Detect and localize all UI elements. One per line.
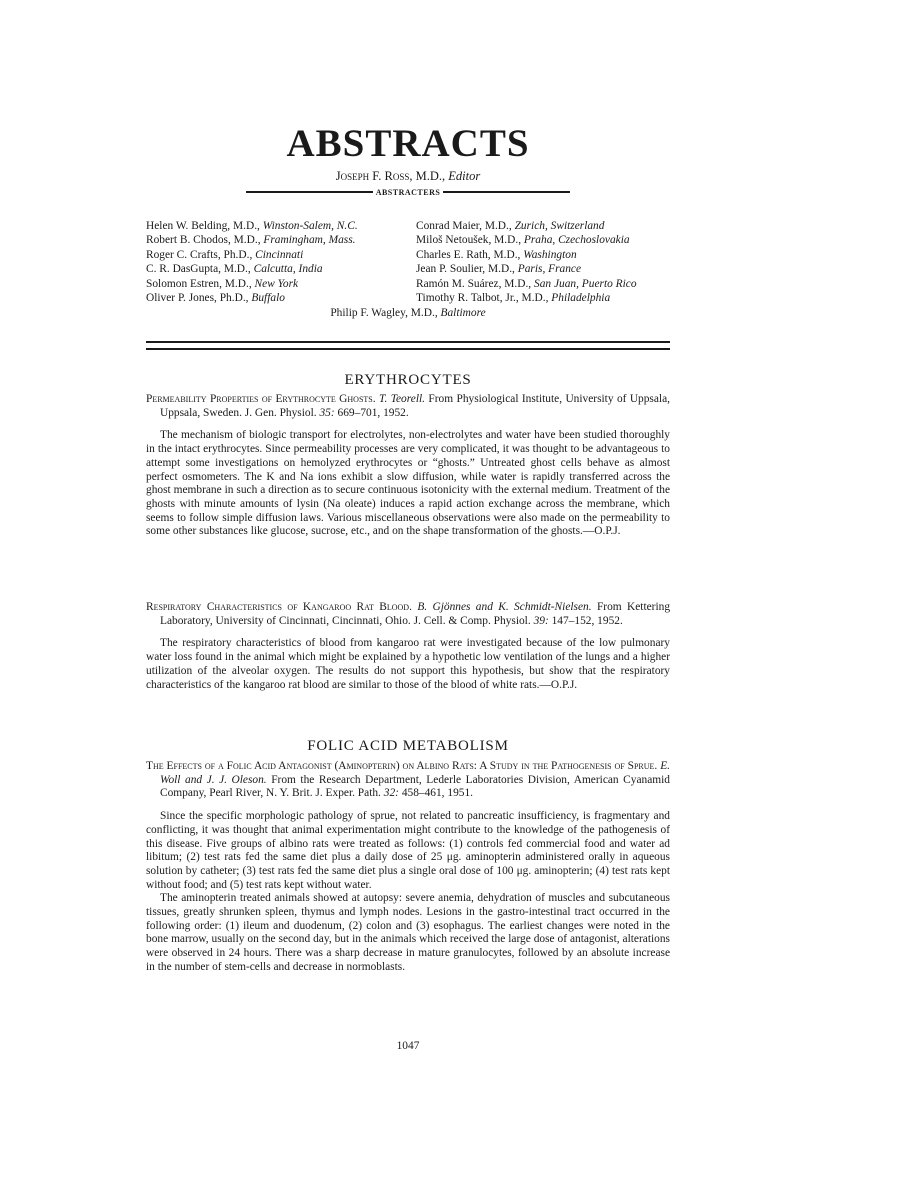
article-kangaroo-rat xyxy=(146,601,670,692)
article-body: Since the specific morphologic pathology of sprue, not related to pancreatic insufficiency, is fragmentary and conflicting, it was thought that animal experimentation might contribute to the knowledge of the pathogenesis of this disease. Five groups of albino rats were treated as follows: (1) controls fed commercial food and water ad libitum; (2) test rats fed the same diet plus a daily dose of 25 μg. aminopterin administered orally in aqueous solution by catheter; (3) test rats fed the same diet plus a single oral dose of 100 μg. aminopterin; (4) test rats kept without food; and (5) test rats kept without water. xyxy=(146,810,670,891)
article-citation: The Effects of a Folic Acid Antagonist (Aminopterin) on Albino Rats: A Study in the Pathogenesis of Sprue. E. Woll and J. J. Oleson. From the Research Department, Lederle Laboratories Division, American Cyanamid Company, Pearl River, N. Y. Brit. J. Exper. Path. 32: 458–461, 1951. xyxy=(146,760,670,800)
abstracters-list-left xyxy=(146,219,358,305)
abstracter-entry: Charles E. Rath, M.D., Washington xyxy=(416,248,577,261)
abstracter-entry: Solomon Estren, M.D., New York xyxy=(146,277,299,290)
article-body: The mechanism of biologic transport for electrolytes, non-electrolytes and water have been studied thoroughly in the intact erythrocytes. Since permeability processes are very complicated, it was thought to be advantageous to attempt some investigations on hemolyzed erythrocytes or “ghosts.” Untreated ghost cells behave as almost perfect osmometers. The K and Na ions exhibit a slow diffusion, while water is rapidly transferred across the ghost membrane in such a direction as to secure continuous isotonicity with the external medium. Treatment of the ghosts with minute amounts of lysin (Na oleate) induces a rapid action exchange across the membrane, which seems to follow simple diffusion laws. Various miscellaneous observations were also made on the permeability to some other substances like glucose, sucrose, etc., and on the shape transformation of the ghosts.—O.P.J. xyxy=(146,429,670,538)
header-rule-bottom xyxy=(146,348,670,350)
abstracters-divider xyxy=(246,186,570,198)
abstracter-entry: Miloš Netoušek, M.D., Praha, Czechoslovakia xyxy=(416,234,630,247)
article-body: The respiratory characteristics of blood from kangaroo rat were investigated because of the low pulmonary water loss found in the animal which might be explained by a hypothetic low ventilation of the lungs and a higher utilization of the alveolar oxygen. The results do not support this hypothesis, but show that the respiratory characteristics of the kangaroo rat blood are similar to those of the blood of white rats.—O.P.J. xyxy=(146,637,670,691)
abstracters-list-right xyxy=(416,219,637,305)
divider-rule-left xyxy=(246,191,373,193)
page-title: ABSTRACTS xyxy=(286,122,530,165)
article-folic-antagonist xyxy=(146,760,670,975)
editor-name: Joseph F. Ross, M.D., xyxy=(335,169,446,183)
abstracter-entry: Helen W. Belding, M.D., Winston-Salem, N.C. xyxy=(146,220,358,232)
article-citation: Permeability Properties of Erythrocyte Ghosts. T. Teorell. From Physiological Institute, University of Uppsala, Uppsala, Sweden. J. Gen. Physiol. 35: 669–701, 1952. xyxy=(146,393,670,419)
abstracter-entry: Timothy R. Talbot, Jr., M.D., Philadelphia xyxy=(416,292,611,305)
divider-rule-right xyxy=(443,191,570,193)
abstracter-entry: Conrad Maier, M.D., Zurich, Switzerland xyxy=(416,220,605,232)
article-permeability xyxy=(146,393,670,539)
abstracter-entry: Oliver P. Jones, Ph.D., Buffalo xyxy=(146,292,285,305)
abstracter-entry: Jean P. Soulier, M.D., Paris, France xyxy=(416,263,582,276)
article-body: The aminopterin treated animals showed at autopsy: severe anemia, dehydration of muscles and subcutaneous tissues, greatly shrunken spleen, thymus and lymph nodes. Lesions in the gastro-intestinal tract occurred in the following order: (1) ileum and duodenum, (2) colon and (3) esophagus. The earliest changes were noted in the bone marrow, usually on the second day, but in the animals which received the large dose of antagonist, alterations were observed in 24 hours. There was a sharp decrease in mature granulocytes, followed by an absolute increase in the number of stem-cells and decrease in normoblasts. xyxy=(146,892,670,973)
page-number: 1047 xyxy=(396,1040,420,1052)
abstracter-entry: Robert B. Chodos, M.D., Framingham, Mass. xyxy=(146,234,356,247)
header-rule-top xyxy=(146,341,670,343)
abstracter-entry: C. R. DasGupta, M.D., Calcutta, India xyxy=(146,263,323,276)
abstracter-entry-bottom: Philip F. Wagley, M.D., Baltimore xyxy=(330,307,486,319)
editor-role: Editor xyxy=(448,169,481,183)
section-heading-folic-acid: FOLIC ACID METABOLISM xyxy=(307,738,509,754)
abstracter-entry: Ramón M. Suárez, M.D., San Juan, Puerto Rico xyxy=(416,277,637,290)
article-citation: Respiratory Characteristics of Kangaroo Rat Blood. B. Gjönnes and K. Schmidt-Nielsen. From Kettering Laboratory, University of Cincinnati, Cincinnati, Ohio. J. Cell. & Comp. Physiol. 39: 147–152, 1952. xyxy=(146,601,671,627)
editor-line xyxy=(146,168,670,184)
section-heading-erythrocytes: ERYTHROCYTES xyxy=(344,372,472,388)
abstracter-entry: Roger C. Crafts, Ph.D., Cincinnati xyxy=(146,248,304,261)
abstracters-label: ABSTRACTERS xyxy=(375,187,441,197)
